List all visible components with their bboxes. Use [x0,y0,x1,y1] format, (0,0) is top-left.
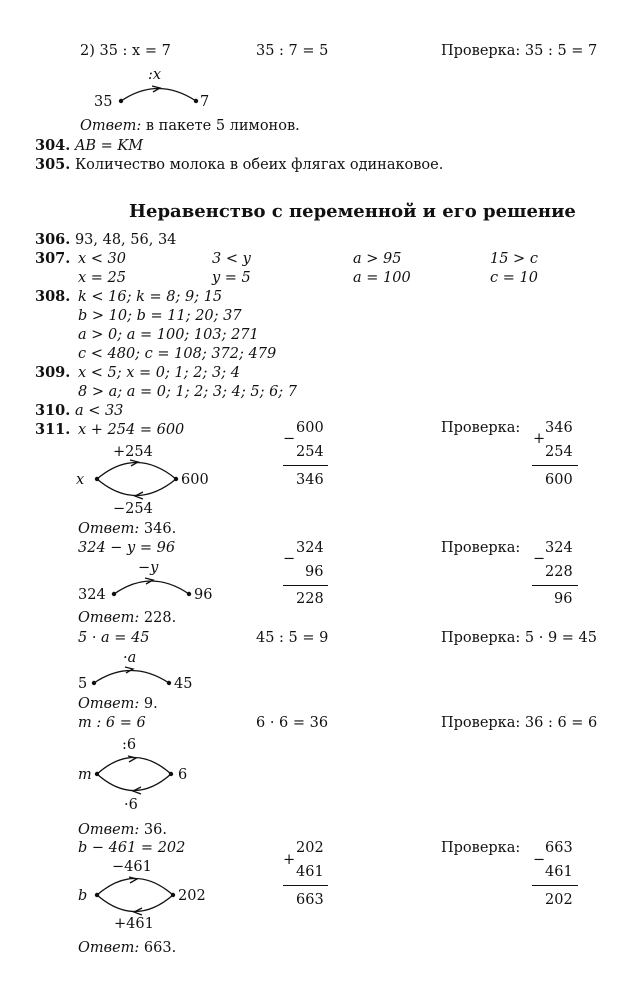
p307-r1-c2: 3 < y [212,251,251,267]
b5-check-result: 202 [545,892,573,908]
eq-2: 2) 35 : x = 7 [80,43,171,59]
b2-left: 324 [78,587,106,603]
p307-r1-c4: 15 > c [490,251,538,267]
b4-answer: Ответ: 36. [78,822,167,838]
b3-check: Проверка: 5 · 9 = 45 [441,630,597,646]
b5-col-sign: + [283,852,296,868]
b5-top-op: −461 [112,859,152,875]
check-2: Проверка: 35 : 5 = 7 [441,43,598,59]
b2-check-a: 324 [545,540,573,556]
b1-col-a: 600 [296,420,324,436]
b4-calc: 6 · 6 = 36 [256,715,329,731]
p307-r2-c2: y = 5 [212,270,251,286]
b4-top-op: :6 [122,737,137,753]
b1-check-a: 346 [545,420,573,436]
b5-check-sign: − [533,852,546,868]
b5-answer: Ответ: 663. [78,940,177,956]
b1-check-sign: + [533,431,546,447]
diagram-op: :x [148,67,162,83]
b2-col-b: 96 [305,564,324,580]
b1-bottom-op: −254 [113,501,153,517]
p308-line-3: a > 0; a = 100; 103; 271 [78,327,259,343]
b5-equation: b − 461 = 202 [78,840,186,856]
b1-equation: x + 254 = 600 [78,422,185,438]
p308-line-4: c < 480; c = 108; 372; 479 [78,346,277,362]
b2-answer: Ответ: 228. [78,610,177,626]
p308-line-2: b > 10; b = 11; 20; 37 [78,308,242,324]
b4-left: m [78,767,92,783]
b1-check-result: 600 [545,472,573,488]
b2-check-label: Проверка: [441,540,521,556]
b4-equation: m : 6 = 6 [78,715,146,731]
b5-bottom-op: +461 [114,916,154,932]
problem-307-num: 307. [35,250,71,267]
diagram-right: 7 [200,94,210,110]
p307-r1-c1: x < 30 [78,251,126,267]
b4-bottom-op: ·6 [124,797,138,813]
problem-305: 305. Количество молока в обеих флягах одинаковое. [35,156,444,173]
p307-r1-c3: a > 95 [353,251,402,267]
b4-right: 6 [178,767,188,783]
section-heading: Неравенство с переменной и его решение [129,201,576,222]
problem-304: 304. AB = KM [35,137,144,154]
p309-line-1: x < 5; x = 0; 1; 2; 3; 4 [78,365,240,381]
b2-check-result: 96 [554,591,573,607]
p308-line-1: k < 16; k = 8; 9; 15 [78,289,223,305]
b5-col-b: 461 [296,864,324,880]
b5-col-a: 202 [296,840,324,856]
b1-check-b: 254 [545,444,573,460]
b2-right: 96 [194,587,213,603]
diagram-left: 35 [94,94,113,110]
b1-answer: Ответ: 346. [78,521,177,537]
b1-col-b: 254 [296,444,324,460]
b2-equation: 324 − y = 96 [78,540,176,556]
b5-check-rule [532,885,578,886]
b5-col-rule [283,885,328,886]
calc-2: 35 : 7 = 5 [256,43,329,59]
b2-check-sign: − [533,551,546,567]
p309-line-2: 8 > a; a = 0; 1; 2; 3; 4; 5; 6; 7 [78,384,298,400]
b1-check-label: Проверка: [441,420,521,436]
b5-col-result: 663 [296,892,324,908]
b5-check-a: 663 [545,840,573,856]
b3-answer: Ответ: 9. [78,696,158,712]
problem-309-num: 309. [35,364,71,381]
problem-311-num: 311. [35,421,71,438]
b1-left: x [76,472,85,488]
b5-check-label: Проверка: [441,840,521,856]
b2-check-b: 228 [545,564,573,580]
answer-line: Ответ: в пакете 5 лимонов. [80,118,300,134]
p307-r2-c3: a = 100 [353,270,411,286]
problem-306: 306. 93, 48, 56, 34 [35,231,177,248]
b5-left: b [78,888,88,904]
problem-308-num: 308. [35,288,71,305]
b1-top-op: +254 [113,444,153,460]
b2-top-op: −y [138,560,159,576]
b1-col-result: 346 [296,472,324,488]
b2-col-a: 324 [296,540,324,556]
b3-right: 45 [174,676,193,692]
problem-310: 310. a < 33 [35,402,124,419]
b1-right: 600 [181,472,209,488]
b1-col-sign: − [283,431,296,447]
b2-col-sign: − [283,551,296,567]
b3-calc: 45 : 5 = 9 [256,630,329,646]
b3-equation: 5 · a = 45 [78,630,150,646]
p307-r2-c4: c = 10 [490,270,538,286]
b3-top-op: ·a [123,650,137,666]
p307-r2-c1: x = 25 [78,270,126,286]
b5-right: 202 [178,888,206,904]
b3-left: 5 [78,676,88,692]
b2-col-result: 228 [296,591,324,607]
b4-check: Проверка: 36 : 6 = 6 [441,715,598,731]
b5-check-b: 461 [545,864,573,880]
